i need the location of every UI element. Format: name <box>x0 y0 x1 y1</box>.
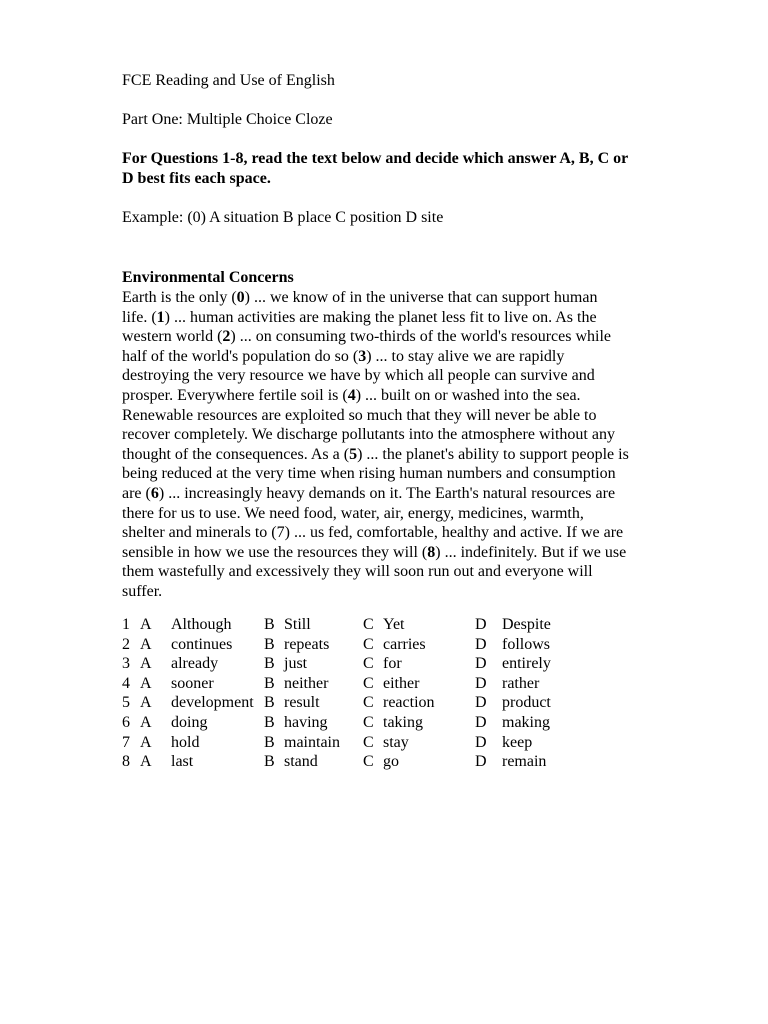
option-letter-a: A <box>140 753 152 771</box>
option-row <box>122 733 551 753</box>
question-number: 2 <box>122 635 130 653</box>
passage-line <box>122 543 712 563</box>
option-row <box>122 693 551 713</box>
passage-text-segment: suffer. <box>122 582 163 600</box>
passage-line <box>122 288 712 308</box>
option-b: neither <box>284 674 329 692</box>
option-c: Yet <box>383 616 405 633</box>
passage-text-segment: prosper. Everywhere fertile soil is ( <box>122 386 348 404</box>
option-a: Although <box>171 616 232 633</box>
option-letter-b: B <box>264 753 275 771</box>
option-letter-a: A <box>140 733 152 751</box>
passage-text-segment: ) ... built on or washed into the sea. <box>355 386 581 404</box>
passage-text-segment: ) ... increasingly heavy demands on it. The Earth's natural resources are <box>158 484 616 502</box>
option-d: Despite <box>502 616 551 633</box>
passage-text-segment: being reduced at the very time when rising human numbers and consumption <box>122 465 616 483</box>
passage-text-segment: ) ... human activities are making the planet less fit to live on. As the <box>164 308 597 326</box>
passage-text-segment: recover completely. We discharge pollutants into the atmosphere without any <box>122 426 615 444</box>
option-letter-d: D <box>475 655 487 673</box>
gap-number: 2 <box>222 328 231 346</box>
option-d: rather <box>502 674 540 692</box>
passage-text-segment: them wastefully and excessively they will soon run out and everyone will <box>122 563 593 581</box>
option-letter-c: C <box>363 733 374 751</box>
passage-text-segment: there for us to use. We need food, water, air, energy, medicines, warmth, <box>122 504 584 522</box>
option-letter-b: B <box>264 655 275 673</box>
option-b: maintain <box>284 733 340 751</box>
passage-line <box>122 386 712 406</box>
option-letter-d: D <box>475 713 487 731</box>
passage-text-segment: destroying the very resource we have by which all people can survive and <box>122 367 595 385</box>
option-b: result <box>284 694 320 712</box>
option-letter-c: C <box>363 674 374 692</box>
passage-line <box>122 366 712 386</box>
option-letter-a: A <box>140 616 152 633</box>
option-letter-a: A <box>140 655 152 673</box>
passage-text-segment: Earth is the only ( <box>122 289 237 306</box>
option-b: Still <box>284 616 311 633</box>
option-letter-b: B <box>264 733 275 751</box>
option-b: just <box>284 655 308 673</box>
passage-title: Environmental Concerns <box>122 269 294 286</box>
instructions-line-2: D best fits each space. <box>122 170 271 187</box>
option-a: sooner <box>171 674 214 692</box>
passage-text-segment: western world ( <box>122 328 223 346</box>
option-row <box>122 654 551 674</box>
option-letter-d: D <box>475 694 487 712</box>
question-number: 5 <box>122 694 130 712</box>
gap-number: 6 <box>150 484 159 502</box>
gap-number: 4 <box>347 386 356 404</box>
option-b: stand <box>284 753 318 771</box>
option-d: keep <box>502 733 533 751</box>
option-row <box>122 752 551 772</box>
option-letter-a: A <box>140 674 152 692</box>
option-letter-b: B <box>264 713 275 731</box>
option-letter-c: C <box>363 616 374 633</box>
option-row <box>122 635 551 655</box>
question-number: 3 <box>122 655 130 673</box>
option-c: reaction <box>383 694 435 712</box>
option-c: taking <box>383 713 423 731</box>
passage-line <box>122 504 712 524</box>
question-number: 6 <box>122 713 130 731</box>
passage-text-segment: shelter and minerals to (7) ... us fed, comfortable, healthy and active. If we are <box>122 524 624 542</box>
option-row <box>122 674 551 694</box>
question-number: 1 <box>122 616 130 633</box>
passage-line <box>122 327 712 347</box>
question-number: 7 <box>122 733 130 751</box>
option-letter-b: B <box>264 674 275 692</box>
option-letter-d: D <box>475 674 487 692</box>
passage-line <box>122 464 712 484</box>
option-c: go <box>383 753 399 771</box>
option-letter-c: C <box>363 635 374 653</box>
question-number: 4 <box>122 674 130 692</box>
passage-text-segment: life. ( <box>122 308 157 326</box>
gap-number: 1 <box>156 308 165 326</box>
passage-line <box>122 562 712 582</box>
gap-number: 8 <box>427 543 436 561</box>
document-title: FCE Reading and Use of English <box>122 72 335 89</box>
option-letter-c: C <box>363 713 374 731</box>
option-a: already <box>171 655 219 673</box>
passage-text-segment: ) ... to stay alive we are rapidly <box>366 347 565 365</box>
passage-text-segment: are ( <box>122 484 151 502</box>
option-a: development <box>171 694 254 712</box>
option-letter-c: C <box>363 655 374 673</box>
option-d: follows <box>502 635 550 653</box>
option-letter-c: C <box>363 694 374 712</box>
gap-number: 0 <box>236 289 245 306</box>
passage-text-segment: sensible in how we use the resources they will ( <box>122 543 428 561</box>
option-d: making <box>502 713 550 731</box>
option-letter-a: A <box>140 713 152 731</box>
option-b: repeats <box>284 635 330 653</box>
passage-line <box>122 308 712 328</box>
option-c: stay <box>383 733 409 751</box>
option-d: remain <box>502 753 547 771</box>
passage-text-segment: ) ... on consuming two-thirds of the world's resources while <box>230 328 612 346</box>
option-d: entirely <box>502 655 551 673</box>
option-d: product <box>502 694 551 712</box>
option-letter-d: D <box>475 753 487 771</box>
part-heading: Part One: Multiple Choice Cloze <box>122 111 333 128</box>
passage-line <box>122 406 712 426</box>
passage-text-segment: thought of the consequences. As a ( <box>122 445 350 463</box>
option-letter-b: B <box>264 694 275 712</box>
passage-text-segment: ) ... indefinitely. But if we use <box>435 543 627 561</box>
option-a: continues <box>171 635 233 653</box>
option-c: carries <box>383 635 426 653</box>
option-a: last <box>171 753 194 771</box>
instructions-line-1: For Questions 1-8, read the text below and decide which answer A, B, C or <box>122 150 629 167</box>
question-number: 8 <box>122 753 130 771</box>
passage-text-segment: Renewable resources are exploited so much that they will never be able to <box>122 406 597 424</box>
option-row <box>122 615 551 635</box>
option-b: having <box>284 713 328 731</box>
option-letter-d: D <box>475 733 487 751</box>
option-letter-b: B <box>264 635 275 653</box>
passage-line <box>122 523 712 543</box>
option-letter-c: C <box>363 753 374 771</box>
passage-text <box>122 288 712 602</box>
option-c: for <box>383 655 402 673</box>
option-c: either <box>383 674 420 692</box>
option-letter-a: A <box>140 694 152 712</box>
option-letter-b: B <box>264 616 275 633</box>
option-row <box>122 713 551 733</box>
option-letter-a: A <box>140 635 152 653</box>
passage-text-segment: half of the world's population do so ( <box>122 347 359 365</box>
passage-text-segment: ) ... we know of in the universe that can support human <box>244 289 598 306</box>
passage-text-segment: ) ... the planet's ability to support people is <box>357 445 629 463</box>
example-line: Example: (0) A situation B place C position D site <box>122 209 444 226</box>
option-a: hold <box>171 733 200 751</box>
passage-line <box>122 484 712 504</box>
option-a: doing <box>171 713 208 731</box>
option-letter-d: D <box>475 616 487 633</box>
answer-options-table <box>122 615 551 772</box>
passage-line <box>122 445 712 465</box>
passage-line <box>122 425 712 445</box>
gap-number: 3 <box>358 347 367 365</box>
gap-number: 5 <box>349 445 358 463</box>
option-letter-d: D <box>475 635 487 653</box>
passage-line <box>122 582 712 602</box>
passage-line <box>122 347 712 367</box>
